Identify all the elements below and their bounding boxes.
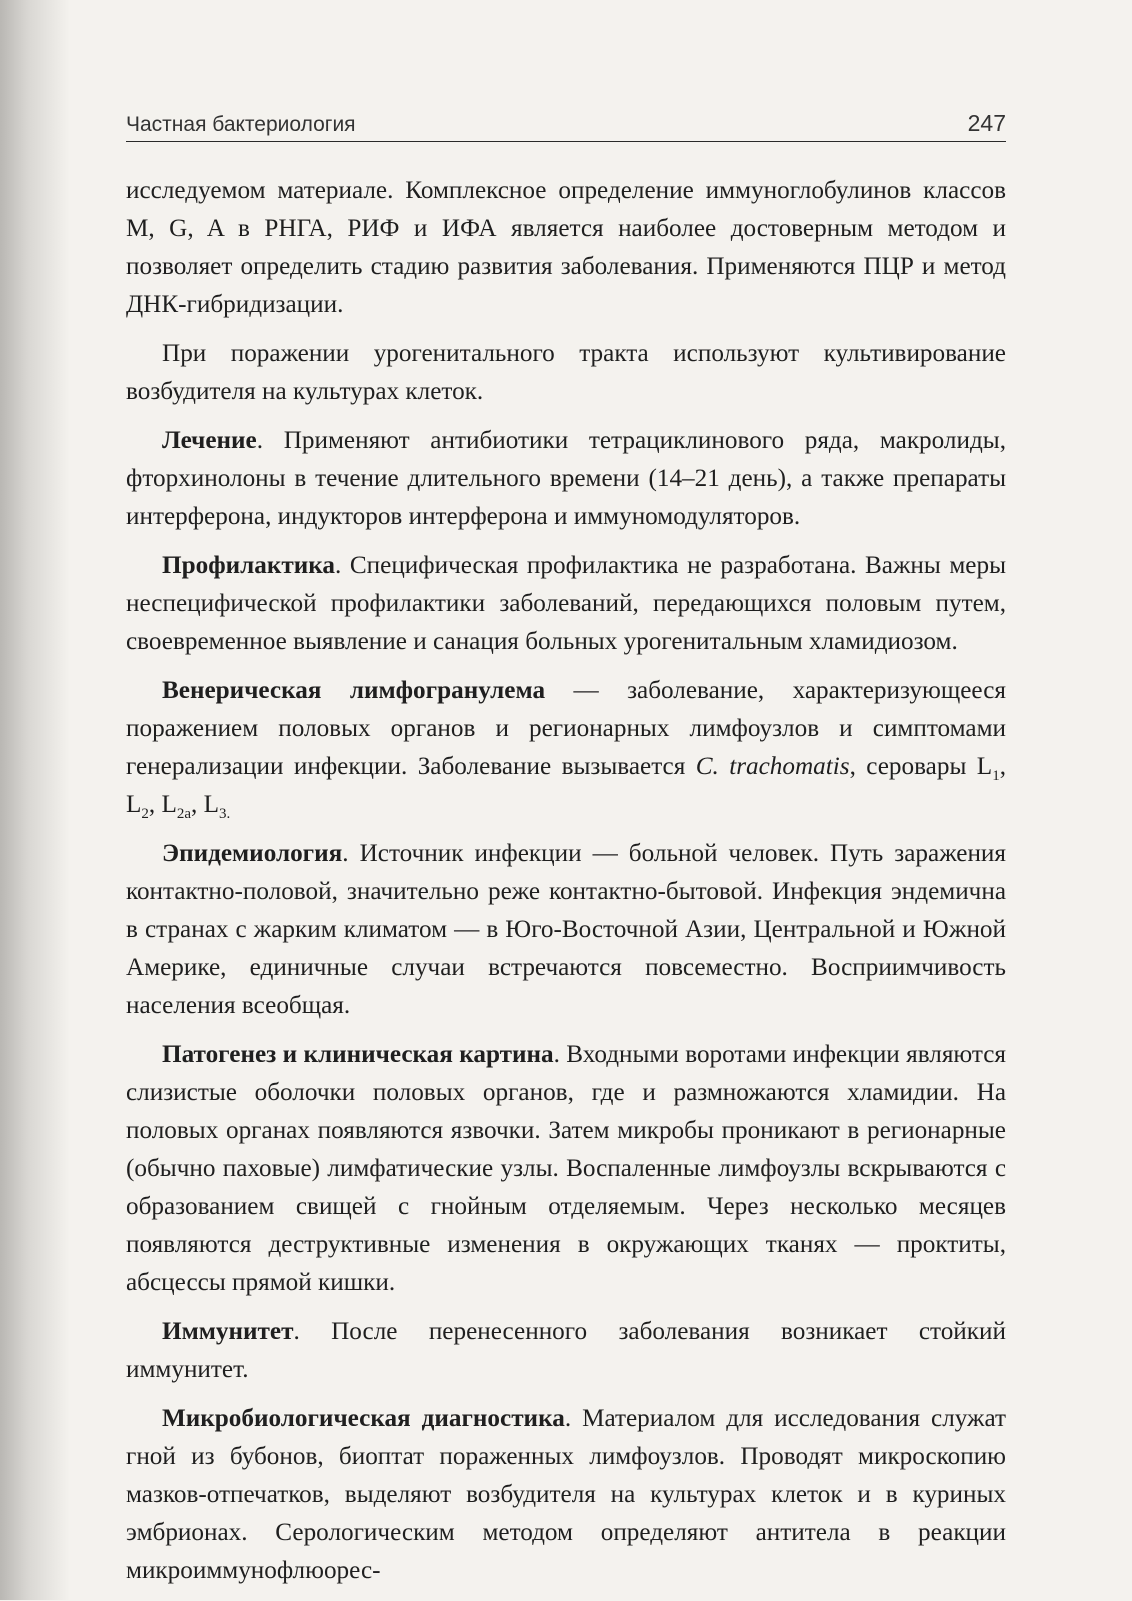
paragraph-prophylaxis [126,547,1006,661]
serovar-base: L [976,753,993,780]
paragraph-text: . Специфическая профилактика не разработана. Важны меры неспецифической профилактики заболеваний, передающихся половым путем, своевременное выявление и санация больных урогенитальным хламидиозом. [126,552,1006,655]
section-heading: Лечение [162,427,257,454]
serovar-subscript: 3. [219,806,231,823]
serovar-base: L [126,791,142,818]
paragraph-text: При поражении урогенитального тракта используют культивирование возбудителя на культурах клеток. [126,340,1006,405]
serovar-base: L [161,791,177,818]
serovars-prefix: , серовары [849,753,977,780]
section-heading: Венерическая лимфогранулема [162,677,546,704]
serovar-list: $L_1$, $L_2$, $L_{2a}$, $L_{3.}$ [126,753,1006,823]
serovar-base: L [203,791,220,818]
serovar-subscript: 1 [992,768,1000,785]
paragraph-treatment [126,422,1006,536]
paragraph-text: . Применяют антибиотики тетрациклинового ряда, макролиды, фторхинолоны в течение длительного времени (14–21 день), а также препараты интерферона, индукторов интерферона и иммуномодуляторов. [126,427,1006,530]
species-name: C. trachomatis [695,753,850,780]
body-text [126,172,1006,1590]
running-head [126,110,1006,142]
section-heading: Патогенез и клиническая картина [162,1041,554,1068]
section-heading: Профилактика [162,552,335,579]
paragraph-text: . После перенесенного заболевания возникает стойкий иммунитет. [126,1318,1006,1383]
section-heading: Иммунитет [162,1318,294,1345]
paragraph-culture [126,335,1006,411]
paragraph-diagnostics [126,1400,1006,1590]
section-heading: Микробиологическая диагностика [162,1405,565,1432]
paragraph-text: . Входными воротами инфекции являются слизистые оболочки половых органов, где и размножаются хламидии. На половых органах появляются язвочки. Затем микробы проникают в регионарные (обычно паховые) лимфатические узлы. Воспаленные лимфоузлы вскрываются с образованием свищей с гнойным отделяемым. Через несколько месяцев появляются деструктивные изменения в окружающих тканях — проктиты, абсцессы прямой кишки. [126,1041,1006,1296]
running-head-title: Частная бактериология [126,113,356,136]
paragraph-immunity [126,1313,1006,1389]
page-number: 247 [967,110,1006,136]
book-page [126,110,1006,1601]
page-gutter-shadow [0,0,70,1600]
serovar-subscript: 2 [141,806,149,823]
paragraph-text: . Материалом для исследования служат гной из бубонов, биоптат пораженных лимфоузлов. Проводят микроскопию мазков-отпечатков, выделяют возбудителя на культурах клеток и в куриных эмбрионах. Серологическим методом определяют антитела в реакции микроиммунофлюорес- [126,1405,1006,1584]
paragraph-text: . Источник инфекции — больной человек. Путь заражения контактно-половой, значительно реже контактно-бытовой. Инфекция эндемична в странах с жарким климатом — в Юго-Восточной Азии, Центральной и Южной Америке, единичные случаи встречаются повсеместно. Восприимчивость населения всеобщая. [126,840,1006,1019]
paragraph-epidemiology [126,835,1006,1025]
paragraph-lymphogranuloma [126,672,1006,824]
serovar-subscript: 2a [176,806,192,823]
paragraph-text: — заболевание, характеризующееся поражением половых органов и регионарных лимфоузлов и симптомами генерализации инфекции. Заболевание вызывается [126,677,1006,780]
paragraph-pathogenesis [126,1036,1006,1302]
paragraph-text: исследуемом материале. Комплексное определение иммуноглобулинов классов M, G, A в РНГА, РИФ и ИФА является наиболее достоверным методом и позволяет определить стадию развития заболевания. Применяются ПЦР и метод ДНК-гибридизации. [126,177,1006,318]
paragraph-continuation [126,172,1006,324]
section-heading: Эпидемиология [162,840,343,867]
